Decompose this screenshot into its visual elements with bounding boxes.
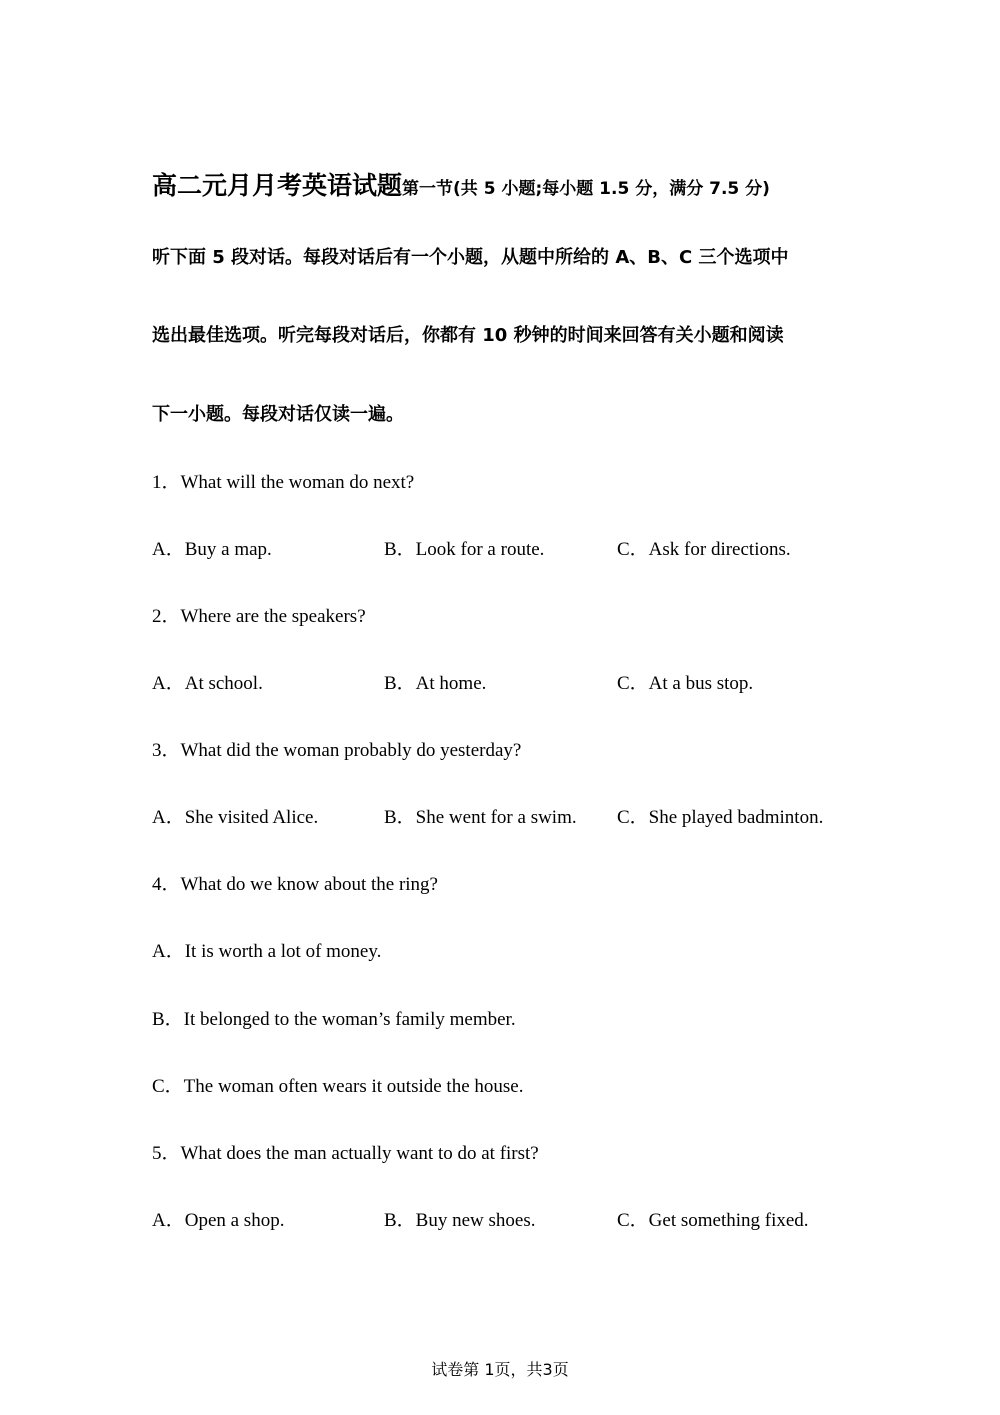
question-4-option-c: C．The woman often wears it outside the house. [152,1076,524,1097]
question-5-option-a: A．Open a shop. [152,1210,285,1231]
question-3-option-c: C．She played badminton. [617,807,824,828]
question-2-option-c: C．At a bus stop. [617,673,754,694]
question-5-option-c: C．Get something fixed. [617,1210,809,1231]
instruction-line-1: 听下面 5 段对话。每段对话后有一个小题，从题中所给的 A、B、C 三个选项中 [152,247,789,268]
question-3-option-a: A．She visited Alice. [152,807,319,828]
question-1-option-a: A．Buy a map. [152,539,272,560]
question-1-stem: 1．What will the woman do next? [152,472,415,493]
section-heading: 第一节(共 5 小题;每小题 1.5 分，满分 7.5 分) [402,179,770,199]
question-3-stem: 3．What did the woman probably do yesterday? [152,740,522,761]
question-5-option-b: B．Buy new shoes. [384,1210,536,1231]
question-2-option-b: B．At home. [384,673,487,694]
page-footer: 试卷第 1页，共3页 [431,1360,569,1379]
question-1-option-b: B．Look for a route. [384,539,545,560]
question-2-option-a: A．At school. [152,673,263,694]
instruction-line-2: 选出最佳选项。听完每段对话后，你都有 10 秒钟的时间来回答有关小题和阅读 [152,325,784,346]
question-3-option-b: B．She went for a swim. [384,807,577,828]
question-4-option-a: A．It is worth a lot of money. [152,941,382,962]
page-header [152,166,872,202]
question-5-stem: 5．What does the man actually want to do at first? [152,1143,539,1164]
question-1-option-c: C．Ask for directions. [617,539,791,560]
question-4-option-b: B．It belonged to the woman’s family member. [152,1009,516,1030]
question-2-stem: 2．Where are the speakers? [152,606,366,627]
question-4-stem: 4．What do we know about the ring? [152,874,438,895]
page-title: 高二元月月考英语试题 [152,171,403,200]
instruction-line-3: 下一小题。每段对话仅读一遍。 [152,404,404,425]
